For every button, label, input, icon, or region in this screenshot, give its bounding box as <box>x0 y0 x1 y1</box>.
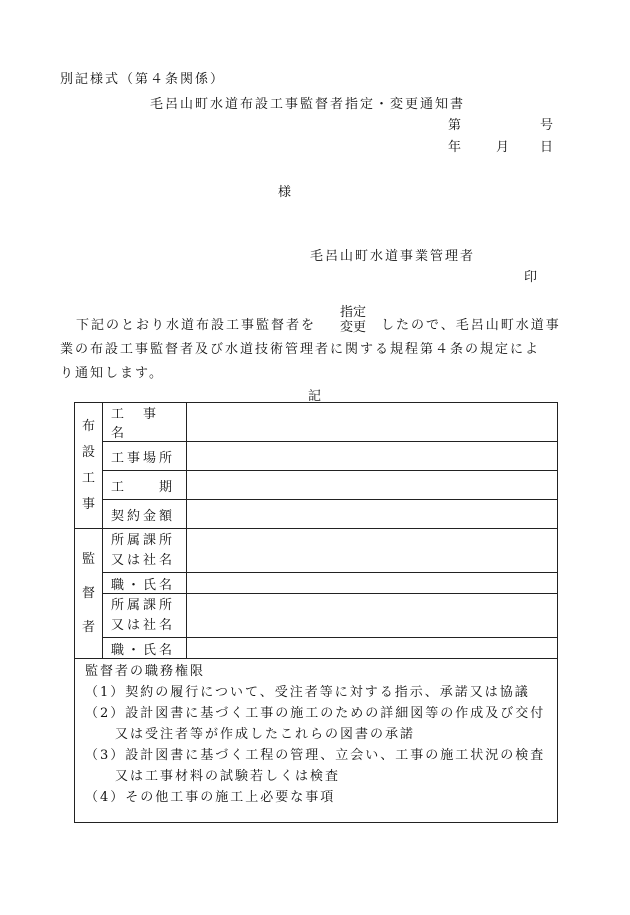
number-suffix: 号 <box>540 118 554 133</box>
section2-char: 者 <box>81 619 95 635</box>
choice-top: 指定 <box>340 305 367 320</box>
number-prefix: 第 <box>448 118 462 133</box>
section2-char: 督 <box>81 585 95 601</box>
supervisor1-dept-label <box>103 529 187 573</box>
construction-period-field[interactable] <box>187 471 558 500</box>
duty-item: 又は工事材料の試験若しくは検査 <box>85 769 341 784</box>
choice-stack <box>340 305 366 335</box>
construction-site-label: 工事場所 <box>103 442 187 471</box>
duty-item: （2）設計図書に基づく工事の施工のための詳細図等の作成及び交付 <box>85 706 546 721</box>
addressee-suffix: 様 <box>278 185 292 200</box>
supervisor2-dept-label <box>103 594 187 638</box>
date-day: 日 <box>540 140 554 155</box>
document-title: 毛呂山町水道布設工事監督者指定・変更通知書 <box>150 97 466 112</box>
supervisor-section-label <box>75 529 103 659</box>
contract-amount-field[interactable] <box>187 500 558 529</box>
duty-item: （1）契約の履行について、受注者等に対する指示、承諾又は協議 <box>85 685 530 700</box>
issuer: 毛呂山町水道事業管理者 <box>310 249 476 264</box>
body-line2: 業の布設工事監督者及び水道技術管理者に関する規程第４条の規定によ <box>60 342 541 357</box>
duties-section <box>75 659 558 823</box>
seal-mark: 印 <box>524 270 538 285</box>
section1-char: 設 <box>81 444 95 460</box>
supervisor1-position-label: 職・氏名 <box>103 573 187 594</box>
section1-char: 事 <box>81 496 95 512</box>
supervisor2-position-field[interactable] <box>187 638 558 659</box>
contract-amount-label: 契約金額 <box>103 500 187 529</box>
body-line3: り通知します。 <box>60 366 164 381</box>
supervisor1-dept-field[interactable] <box>187 529 558 573</box>
notification-table <box>74 402 558 823</box>
dept-line1: 所属課所 <box>111 532 176 548</box>
section1-char: 布 <box>81 418 95 434</box>
supervisor2-dept-field[interactable] <box>187 594 558 638</box>
duty-item: （4）その他工事の施工上必要な事項 <box>85 790 336 805</box>
form-label: 別記様式（第４条関係） <box>60 72 226 87</box>
section2-char: 監 <box>81 551 95 567</box>
dept-line2: 又は社名 <box>111 552 176 568</box>
section1-char: 工 <box>81 470 95 486</box>
supervisor1-position-field[interactable] <box>187 573 558 594</box>
duty-item: （3）設計図書に基づく工程の管理、立会い、工事の施工状況の検査 <box>85 748 546 763</box>
construction-name-label: 工 事 名 <box>103 403 187 442</box>
construction-name-field[interactable] <box>187 403 558 442</box>
date-month: 月 <box>496 140 510 155</box>
duties-title: 監督者の職務権限 <box>85 664 206 679</box>
date-year: 年 <box>448 140 462 155</box>
construction-section-label <box>75 403 103 529</box>
note-mark: 記 <box>308 389 322 404</box>
construction-site-field[interactable] <box>187 442 558 471</box>
body-line1-before: 下記のとおり水道布設工事監督者を <box>76 318 317 333</box>
body-line1-after: したので、毛呂山町水道事 <box>381 318 561 333</box>
dept-line2: 又は社名 <box>111 617 176 633</box>
supervisor2-position-label: 職・氏名 <box>103 638 187 659</box>
duty-item: 又は受注者等が作成したこれらの図書の承諾 <box>85 727 416 742</box>
choice-bottom: 変更 <box>340 320 367 335</box>
construction-period-label: 工 期 <box>103 471 187 500</box>
dept-line1: 所属課所 <box>111 597 176 613</box>
